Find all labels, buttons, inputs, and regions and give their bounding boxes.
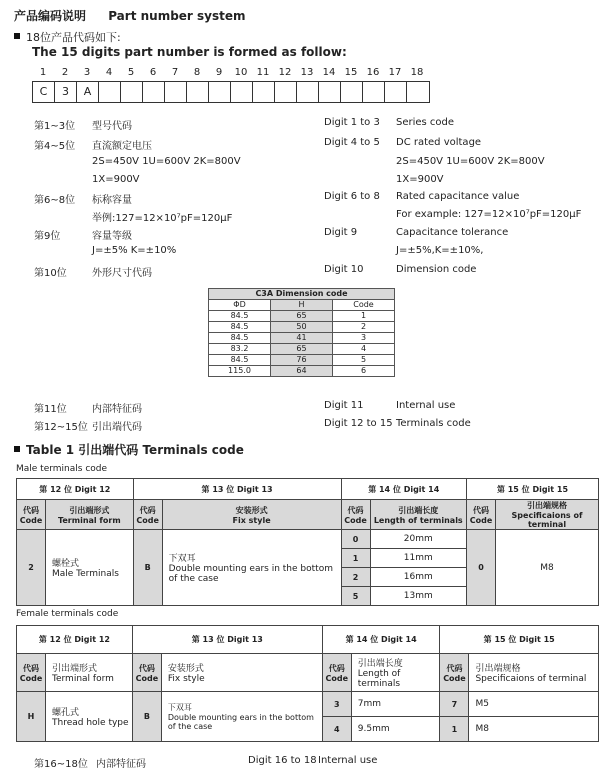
digit-number: 1 [39,67,47,78]
dimension-cell: 83.2 [209,344,271,355]
spec-desc-cn: 外形尺寸代码 [92,268,152,279]
female-group-14: 第 14 位 Digit 14 [322,626,440,654]
spec-pos-en: Digit 9 [324,227,358,238]
male-group-12: 第 12 位 Digit 12 [17,479,134,500]
dimension-cell: 6 [333,366,395,377]
digit-box [385,82,407,102]
digit-box [165,82,187,102]
dim-header-d: ΦD [209,300,271,311]
digit-box [99,82,121,102]
male-length: 16mm [370,568,467,587]
title-en: Part number system [108,9,246,23]
footer-desc-en: Internal use [318,755,378,766]
male-head-14: 引出端长度 Length of terminals [370,500,467,530]
dimension-cell: 65 [271,344,333,355]
intro-cn: 18位产品代码如下: [14,29,121,45]
female-code-12: H [17,692,46,742]
female-spec: M8 [469,717,599,742]
female-code-head-14: 代码 Code [322,654,351,692]
male-group-13: 第 13 位 Digit 13 [133,479,341,500]
female-fix-style: 下双耳 Double mounting ears in the bottom of the case [161,692,322,742]
spec-desc-en: Terminals code [396,418,471,429]
spec-desc-cn: 引出端代码 [92,422,142,433]
spec-desc-cn: J=±5% K=±10% [92,245,177,256]
spec-pos-en: Digit 6 to 8 [324,191,380,202]
digit-box [363,82,385,102]
footer-pos-en: Digit 16 to 18 [248,755,317,766]
male-caption: Male terminals code [16,464,108,474]
male-length-code: 0 [341,530,370,549]
female-length-code: 3 [322,692,351,717]
female-length: 7mm [351,692,440,717]
male-spec: M8 [496,530,599,606]
digit-box: 3 [55,82,77,102]
female-group-13: 第 13 位 Digit 13 [132,626,322,654]
dimension-row [209,344,395,355]
female-length-code: 4 [322,717,351,742]
male-head-12: 引出端形式 Terminal form [46,500,134,530]
male-head-15: 引出端规格 Specificaions of terminal [496,500,599,530]
digit-number: 13 [300,67,314,78]
dimension-cell: 64 [271,366,333,377]
spec-pos-en: Digit 11 [324,400,364,411]
dimension-cell: 84.5 [209,333,271,344]
spec-desc-cn: 直流额定电压 [92,141,152,152]
spec-desc-en: Capacitance tolerance [396,227,509,238]
dimension-cell: 2 [333,322,395,333]
spec-pos-cn: 第6~8位 [34,195,76,206]
spec-desc-en: 1X=900V [396,174,444,185]
digit-number: 17 [388,67,402,78]
male-length: 11mm [370,549,467,568]
dimension-table [208,288,395,377]
digit-box: A [77,82,99,102]
female-code-head-15: 代码 Code [440,654,469,692]
dimension-cell: 41 [271,333,333,344]
male-fix-style: 下双耳 Double mounting ears in the bottom of the case [162,530,341,606]
spec-desc-en: Internal use [396,400,456,411]
dimension-cell: 115.0 [209,366,271,377]
female-group-12: 第 12 位 Digit 12 [17,626,133,654]
spec-pos-cn: 第1~3位 [34,121,76,132]
male-code-head-14: 代码 Code [341,500,370,530]
digit-number: 4 [105,67,113,78]
digit-number: 5 [127,67,135,78]
digit-number: 9 [215,67,223,78]
footer-pos-cn: 第16~18位 [34,759,88,770]
spec-pos-en: Digit 10 [324,264,364,275]
female-head-15: 引出端规格 Specificaions of terminal [469,654,599,692]
dimension-cell: 84.5 [209,311,271,322]
female-head-12: 引出端形式 Terminal form [46,654,133,692]
dimension-cell: 50 [271,322,333,333]
part-number-boxes [32,81,430,103]
digit-box: C [33,82,55,102]
digit-box [275,82,297,102]
spec-pos-cn: 第9位 [34,231,61,242]
female-code-head-12: 代码 Code [17,654,46,692]
spec-desc-en: Series code [396,117,455,128]
dimension-cell: 76 [271,355,333,366]
spec-desc-en: DC rated voltage [396,137,482,148]
male-code-12: 2 [17,530,46,606]
spec-pos-cn: 第12~15位 [34,422,88,433]
dimension-cell: 3 [333,333,395,344]
female-spec-code: 7 [440,692,469,717]
digit-number: 8 [193,67,201,78]
page-title [14,7,246,24]
male-length-code: 5 [341,587,370,606]
male-group-14: 第 14 位 Digit 14 [341,479,467,500]
female-group-15: 第 15 位 Digit 15 [440,626,599,654]
dimension-cell: 65 [271,311,333,322]
female-terminal-form: 螺孔式 Thread hole type [46,692,133,742]
male-length: 13mm [370,587,467,606]
spec-pos-cn: 第11位 [34,404,67,415]
female-caption: Female terminals code [16,609,119,619]
female-terminals-table [16,625,599,742]
spec-pos-en: Digit 4 to 5 [324,137,380,148]
male-length-code: 1 [341,549,370,568]
dim-header-code: Code [333,300,395,311]
digit-number: 6 [149,67,157,78]
dimension-row [209,322,395,333]
male-code-head-13: 代码 Code [133,500,162,530]
dimension-cell: 84.5 [209,322,271,333]
dimension-row [209,333,395,344]
female-head-13: 安装形式 Fix style [161,654,322,692]
digit-box [253,82,275,102]
male-group-15: 第 15 位 Digit 15 [467,479,599,500]
digit-number: 11 [256,67,270,78]
female-length: 9.5mm [351,717,440,742]
spec-pos-cn: 第10位 [34,268,67,279]
digit-number: 7 [171,67,179,78]
male-length-code: 2 [341,568,370,587]
digit-box [231,82,253,102]
footer-desc-cn: 内部特征码 [96,759,146,770]
female-spec: M5 [469,692,599,717]
spec-desc-cn: 容量等级 [92,231,132,242]
male-code-15: 0 [467,530,496,606]
male-code-13: B [133,530,162,606]
dimension-row [209,311,395,322]
spec-pos-en: Digit 1 to 3 [324,117,380,128]
dimension-table-title: C3A Dimension code [209,289,395,300]
male-head-13: 安装形式 Fix style [162,500,341,530]
male-code-head-12: 代码 Code [17,500,46,530]
bullet-icon [14,446,20,452]
spec-desc-cn: 举例:127=12×10⁷pF=120μF [92,213,233,224]
digit-number: 18 [410,67,424,78]
dim-header-h: H [271,300,333,311]
spec-pos-en: Digit 12 to 15 [324,418,393,429]
spec-desc-cn: 内部特征码 [92,404,142,415]
dimension-row [209,355,395,366]
digit-box [341,82,363,102]
spec-desc-en: For example: 127=12×10⁷pF=120μF [396,209,582,220]
female-code-head-13: 代码 Code [132,654,161,692]
digit-box [297,82,319,102]
digit-number: 10 [234,67,248,78]
spec-desc-en: J=±5%,K=±10%, [396,245,484,256]
dimension-row [209,366,395,377]
spec-desc-cn: 型号代码 [92,121,132,132]
spec-pos-cn: 第4~5位 [34,141,76,152]
digit-number: 14 [322,67,336,78]
digit-number: 16 [366,67,380,78]
digit-number: 2 [61,67,69,78]
female-head-14: 引出端长度 Length of terminals [351,654,440,692]
dimension-cell: 5 [333,355,395,366]
digit-number: 15 [344,67,358,78]
spec-desc-cn: 2S=450V 1U=600V 2K=800V [92,156,241,167]
dimension-cell: 4 [333,344,395,355]
spec-desc-cn: 1X=900V [92,174,140,185]
bullet-icon [14,33,20,39]
male-length: 20mm [370,530,467,549]
male-terminals-table [16,478,599,606]
digit-box [209,82,231,102]
spec-desc-en: Dimension code [396,264,477,275]
spec-desc-en: 2S=450V 1U=600V 2K=800V [396,156,545,167]
spec-desc-en: Rated capacitance value [396,191,520,202]
spec-desc-cn: 标称容量 [92,195,132,206]
female-code-13: B [132,692,161,742]
intro-en: The 15 digits part number is formed as follow: [32,45,347,59]
dimension-cell: 84.5 [209,355,271,366]
male-terminal-form: 螺栓式 Male Terminals [46,530,134,606]
male-code-head-15: 代码 Code [467,500,496,530]
dimension-cell: 1 [333,311,395,322]
digit-number: 3 [83,67,91,78]
digit-box [143,82,165,102]
title-cn: 产品编码说明 [14,9,87,23]
digit-number: 12 [278,67,292,78]
digit-box [121,82,143,102]
digit-box [319,82,341,102]
digit-box [407,82,429,102]
digit-box [187,82,209,102]
table1-title: Table 1 引出端代码 Terminals code [14,441,244,458]
female-spec-code: 1 [440,717,469,742]
